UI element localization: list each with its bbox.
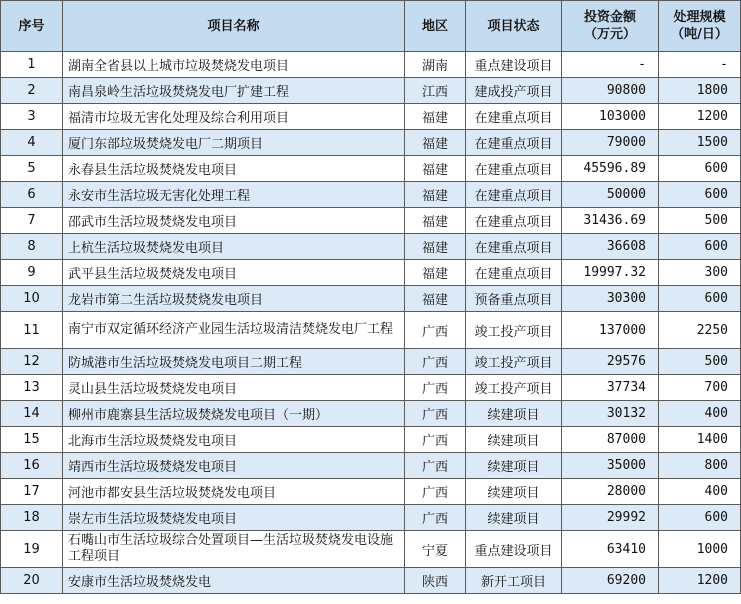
table-row	[1, 312, 741, 349]
table-row	[1, 234, 741, 260]
table-row	[1, 260, 741, 286]
cell-region: 福建	[405, 130, 466, 156]
table-row	[1, 479, 741, 505]
header-scale-line2: （吨/日）	[671, 27, 728, 42]
header-invest	[562, 1, 659, 52]
cell-invest: 31436.69	[562, 208, 659, 234]
cell-status: 在建重点项目	[466, 234, 562, 260]
cell-invest: 103000	[562, 104, 659, 130]
header-scale-line1: 处理规模	[673, 10, 726, 25]
cell-seq: 16	[1, 453, 63, 479]
cell-seq: 10	[1, 286, 63, 312]
cell-invest: 35000	[562, 453, 659, 479]
cell-status: 竣工投产项目	[466, 349, 562, 375]
cell-name: 北海市生活垃圾焚烧发电项目	[63, 427, 405, 453]
table-row	[1, 349, 741, 375]
cell-scale: 600	[659, 286, 741, 312]
cell-region: 广西	[405, 479, 466, 505]
cell-scale: 2250	[659, 312, 741, 349]
cell-name: 石嘴山市生活垃圾综合处置项目—生活垃圾焚烧发电设施工程项目	[63, 531, 405, 568]
cell-name: 湖南全省县以上城市垃圾焚烧发电项目	[63, 52, 405, 78]
cell-region: 福建	[405, 286, 466, 312]
header-invest-line1: 投资金额	[583, 10, 636, 25]
table-row	[1, 375, 741, 401]
cell-name: 防城港市生活垃圾焚烧发电项目二期工程	[63, 349, 405, 375]
cell-status: 续建项目	[466, 453, 562, 479]
cell-name: 永安市生活垃圾无害化处理工程	[63, 182, 405, 208]
cell-scale: 600	[659, 182, 741, 208]
cell-region: 江西	[405, 78, 466, 104]
cell-region: 福建	[405, 208, 466, 234]
table-row	[1, 568, 741, 594]
cell-invest: 37734	[562, 375, 659, 401]
table-row	[1, 104, 741, 130]
cell-status: 在建重点项目	[466, 104, 562, 130]
cell-seq: 5	[1, 156, 63, 182]
table-row	[1, 208, 741, 234]
header-seq: 序号	[1, 1, 63, 52]
cell-invest: 69200	[562, 568, 659, 594]
cell-invest: 36608	[562, 234, 659, 260]
table-row	[1, 78, 741, 104]
cell-seq: 20	[1, 568, 63, 594]
cell-invest: 29576	[562, 349, 659, 375]
cell-scale: 300	[659, 260, 741, 286]
cell-name: 武平县生活垃圾焚烧发电项目	[63, 260, 405, 286]
cell-region: 福建	[405, 156, 466, 182]
cell-invest: 137000	[562, 312, 659, 349]
cell-region: 广西	[405, 375, 466, 401]
cell-status: 在建重点项目	[466, 130, 562, 156]
cell-invest: 29992	[562, 505, 659, 531]
cell-seq: 6	[1, 182, 63, 208]
cell-scale: 600	[659, 234, 741, 260]
cell-region: 广西	[405, 349, 466, 375]
cell-seq: 17	[1, 479, 63, 505]
cell-status: 建成投产项目	[466, 78, 562, 104]
cell-seq: 3	[1, 104, 63, 130]
cell-status: 续建项目	[466, 427, 562, 453]
table-row	[1, 401, 741, 427]
cell-region: 陕西	[405, 568, 466, 594]
cell-region: 广西	[405, 427, 466, 453]
table-row	[1, 286, 741, 312]
header-scale	[659, 1, 741, 52]
cell-scale: 1200	[659, 104, 741, 130]
cell-seq: 1	[1, 52, 63, 78]
cell-region: 福建	[405, 234, 466, 260]
cell-region: 广西	[405, 453, 466, 479]
cell-name: 崇左市生活垃圾焚烧发电项目	[63, 505, 405, 531]
cell-scale: 700	[659, 375, 741, 401]
cell-seq: 4	[1, 130, 63, 156]
cell-status: 续建项目	[466, 401, 562, 427]
cell-scale: -	[659, 52, 741, 78]
cell-scale: 500	[659, 349, 741, 375]
cell-name: 南宁市双定循环经济产业园生活垃圾清洁焚烧发电厂工程	[63, 312, 405, 349]
cell-name: 靖西市生活垃圾焚烧发电项目	[63, 453, 405, 479]
cell-region: 宁夏	[405, 531, 466, 568]
cell-scale: 1400	[659, 427, 741, 453]
table-row	[1, 130, 741, 156]
header-status: 项目状态	[466, 1, 562, 52]
cell-invest: 30300	[562, 286, 659, 312]
cell-invest: 45596.89	[562, 156, 659, 182]
cell-status: 预备重点项目	[466, 286, 562, 312]
cell-invest: 50000	[562, 182, 659, 208]
cell-seq: 14	[1, 401, 63, 427]
cell-scale: 500	[659, 208, 741, 234]
cell-status: 续建项目	[466, 505, 562, 531]
cell-seq: 8	[1, 234, 63, 260]
cell-name: 邵武市生活垃圾焚烧发电项目	[63, 208, 405, 234]
cell-seq: 12	[1, 349, 63, 375]
cell-invest: 90800	[562, 78, 659, 104]
cell-region: 广西	[405, 401, 466, 427]
cell-seq: 19	[1, 531, 63, 568]
cell-region: 福建	[405, 104, 466, 130]
cell-status: 竣工投产项目	[466, 312, 562, 349]
table-row	[1, 182, 741, 208]
cell-name: 河池市都安县生活垃圾焚烧发电项目	[63, 479, 405, 505]
cell-seq: 7	[1, 208, 63, 234]
cell-invest: -	[562, 52, 659, 78]
table-body	[1, 52, 741, 594]
cell-region: 湖南	[405, 52, 466, 78]
cell-status: 在建重点项目	[466, 208, 562, 234]
cell-name: 福清市垃圾无害化处理及综合利用项目	[63, 104, 405, 130]
cell-status: 在建重点项目	[466, 156, 562, 182]
header-row	[1, 1, 741, 52]
cell-seq: 2	[1, 78, 63, 104]
cell-region: 广西	[405, 505, 466, 531]
table-row	[1, 427, 741, 453]
cell-name: 灵山县生活垃圾焚烧发电项目	[63, 375, 405, 401]
cell-seq: 13	[1, 375, 63, 401]
table-row	[1, 52, 741, 78]
table-row	[1, 505, 741, 531]
cell-scale: 1500	[659, 130, 741, 156]
cell-name: 柳州市鹿寨县生活垃圾焚烧发电项目（一期）	[63, 401, 405, 427]
cell-invest: 19997.32	[562, 260, 659, 286]
table-row	[1, 531, 741, 568]
cell-region: 福建	[405, 260, 466, 286]
cell-seq: 9	[1, 260, 63, 286]
cell-name: 龙岩市第二生活垃圾焚烧发电项目	[63, 286, 405, 312]
cell-scale: 1000	[659, 531, 741, 568]
cell-name: 安康市生活垃圾焚烧发电	[63, 568, 405, 594]
header-region: 地区	[405, 1, 466, 52]
cell-name: 上杭生活垃圾焚烧发电项目	[63, 234, 405, 260]
cell-status: 新开工项目	[466, 568, 562, 594]
cell-region: 广西	[405, 312, 466, 349]
cell-invest: 87000	[562, 427, 659, 453]
cell-scale: 400	[659, 401, 741, 427]
cell-seq: 18	[1, 505, 63, 531]
cell-status: 在建重点项目	[466, 182, 562, 208]
cell-name: 南昌泉岭生活垃圾焚烧发电厂扩建工程	[63, 78, 405, 104]
cell-scale: 600	[659, 505, 741, 531]
cell-status: 竣工投产项目	[466, 375, 562, 401]
table-row	[1, 156, 741, 182]
cell-scale: 1800	[659, 78, 741, 104]
cell-scale: 600	[659, 156, 741, 182]
cell-seq: 11	[1, 312, 63, 349]
cell-seq: 15	[1, 427, 63, 453]
header-name: 项目名称	[63, 1, 405, 52]
cell-scale: 1200	[659, 568, 741, 594]
cell-status: 在建重点项目	[466, 260, 562, 286]
cell-region: 福建	[405, 182, 466, 208]
cell-name: 厦门东部垃圾焚烧发电厂二期项目	[63, 130, 405, 156]
cell-invest: 79000	[562, 130, 659, 156]
table-header	[1, 1, 741, 52]
cell-scale: 400	[659, 479, 741, 505]
cell-name: 永春县生活垃圾焚烧发电项目	[63, 156, 405, 182]
cell-invest: 63410	[562, 531, 659, 568]
cell-scale: 800	[659, 453, 741, 479]
cell-invest: 28000	[562, 479, 659, 505]
table-row	[1, 453, 741, 479]
header-invest-line2: （万元）	[583, 27, 636, 42]
cell-status: 续建项目	[466, 479, 562, 505]
cell-invest: 30132	[562, 401, 659, 427]
cell-status: 重点建设项目	[466, 531, 562, 568]
cell-status: 重点建设项目	[466, 52, 562, 78]
